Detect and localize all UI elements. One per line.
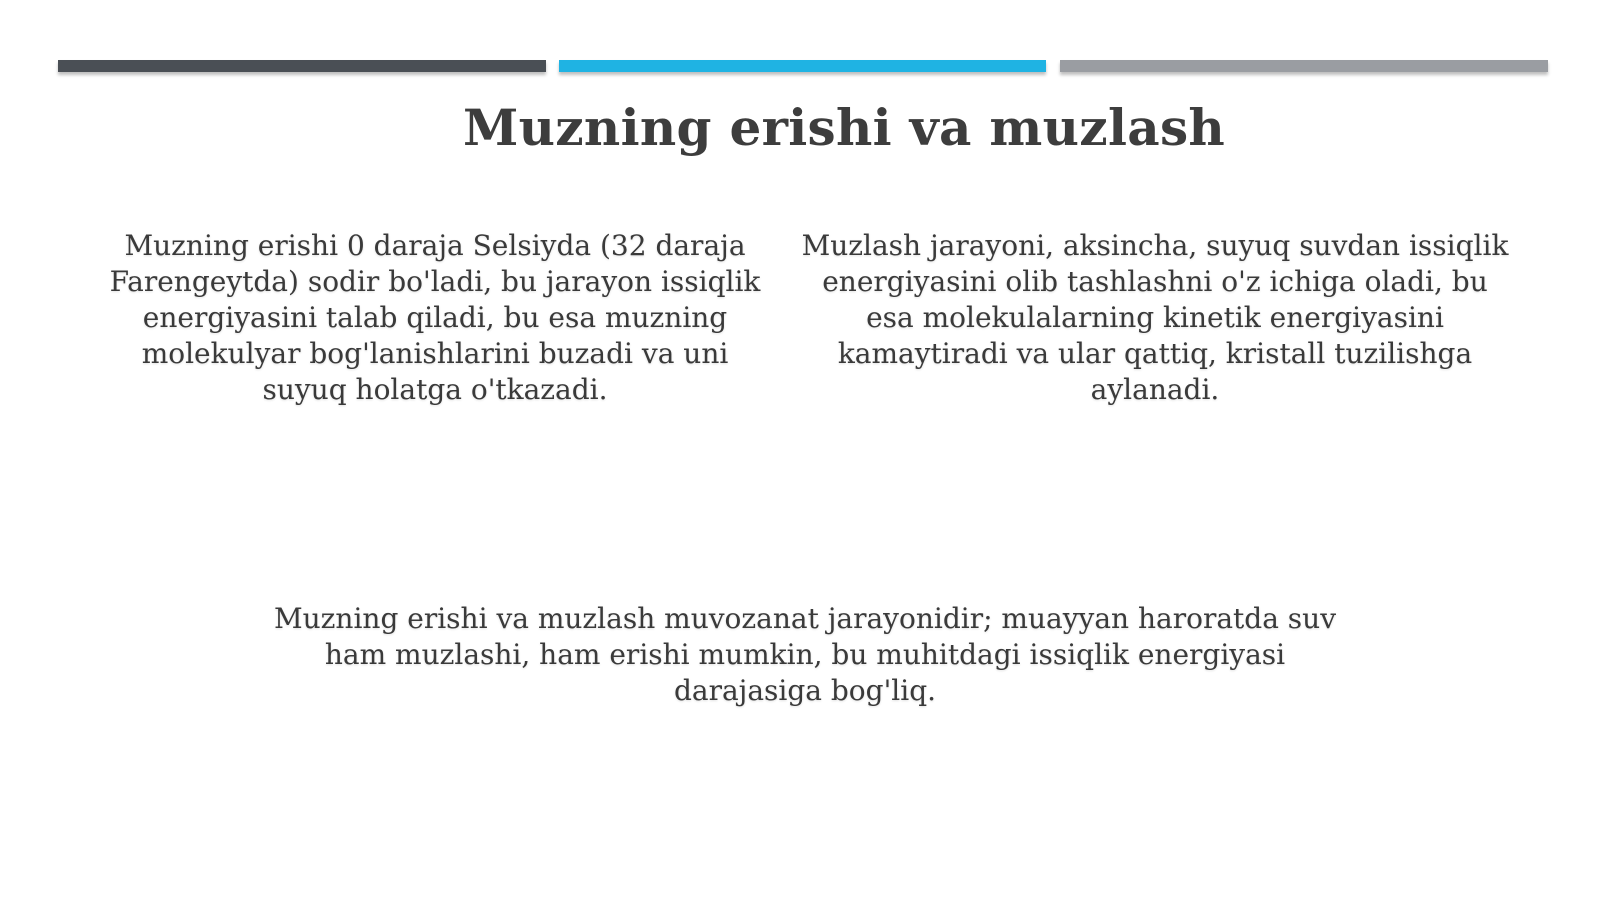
slide-title: Muzning erishi va muzlash xyxy=(462,98,1226,157)
paragraph-melting: Muzning erishi 0 daraja Selsiyda (32 daraja Farengeytda) sodir bo'ladi, bu jarayon issiqlik energiyasini talab qiladi, bu esa muzning molekulyar bog'lanishlarini buzadi va uni suyuq holatga o'tkazadi. xyxy=(109,229,761,406)
decor-bar-blue xyxy=(559,60,1046,72)
decor-bar-gray xyxy=(1060,60,1548,72)
paragraph-equilibrium: Muzning erishi va muzlash muvozanat jarayonidir; muayyan haroratda suv ham muzlashi, ham erishi mumkin, bu muhitdagi issiqlik energiyasi darajasiga bog'liq. xyxy=(273,602,1337,707)
decor-bar-dark xyxy=(58,60,546,72)
paragraph-freezing: Muzlash jarayoni, aksincha, suyuq suvdan issiqlik energiyasini olib tashlashni o'z ichiga oladi, bu esa molekulalarning kinetik energiyasini kamaytiradi va ular qattiq, kristall tuzilishga aylanadi. xyxy=(801,229,1509,406)
